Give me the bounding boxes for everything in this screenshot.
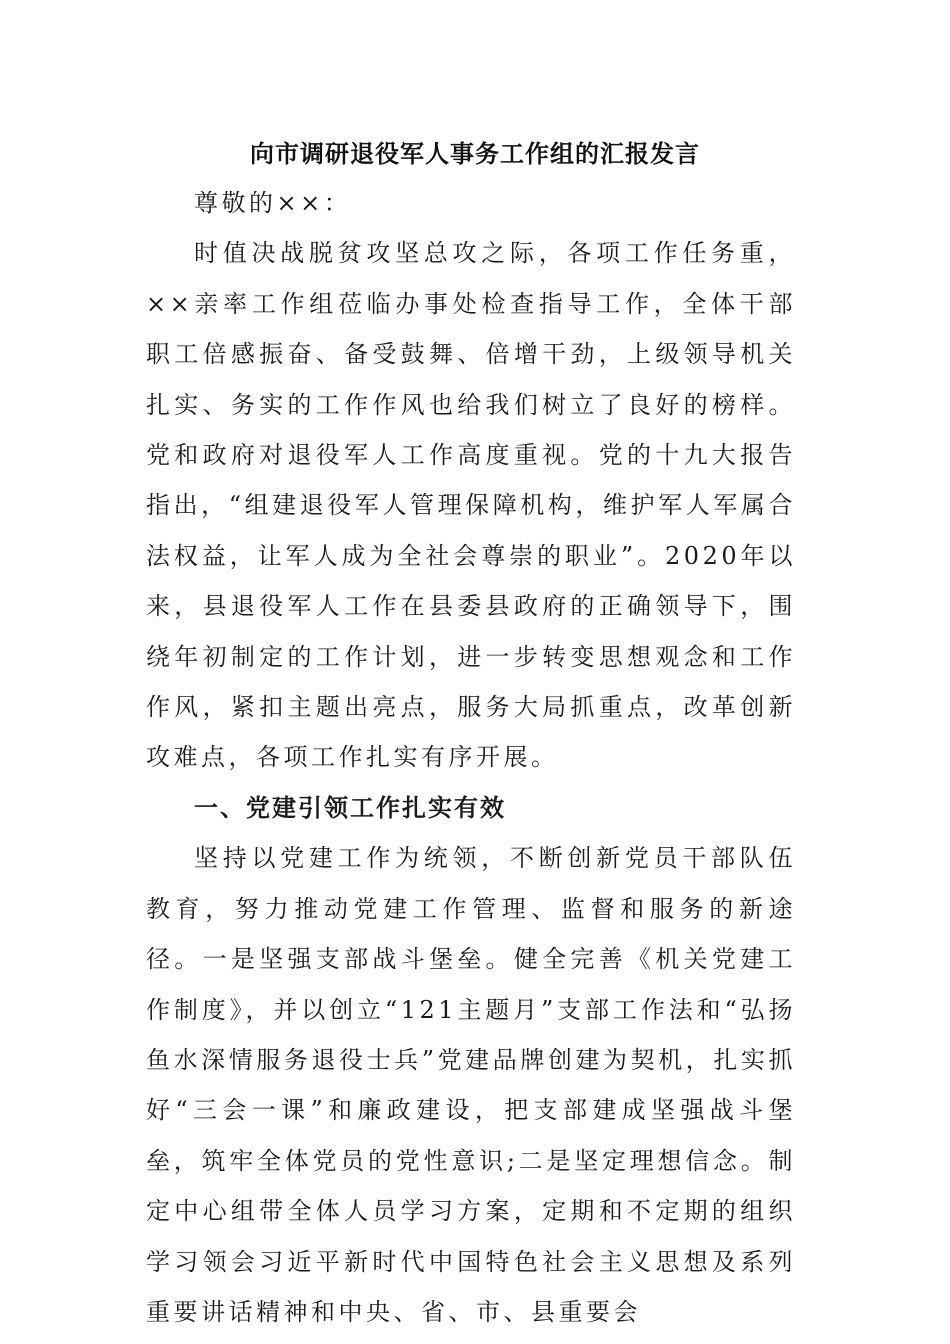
document-title: 向市调研退役军人事务工作组的汇报发言 — [250, 140, 700, 168]
paragraph-party-building: 坚持以党建工作为统领，不断创新党员干部队伍教育，努力推动党建工作管理、监督和服务的新途径。一是坚强支部战斗堡垒。健全完善《机关党建工作制度》，并以创立“121主题月”支部工作法和“弘扬鱼水深情服务退役士兵”党建品牌创建为契机，扎实抓好“三会一课”和廉政建设，把支部建成坚强战斗堡垒，筑牢全体党员的党性意识;二是坚定理想信念。制定中心组带全体人员学习方案，定期和不定期的组织学习领会习近平新时代中国特色社会主义思想及系列重要讲话精神和中央、省、市、县重要会 — [146, 844, 796, 1326]
salutation: 尊敬的××： — [194, 189, 352, 217]
paragraph-intro: 时值决战脱贫攻坚总攻之际，各项工作任务重，××亲率工作组莅临办事处检查指导工作，全体干部职工倍感振奋、备受鼓舞、倍增干劲，上级领导机关扎实、务实的工作作风也给我们树立了良好的榜样。党和政府对退役军人工作高度重视。党的十九大报告指出，“组建退役军人管理保障机构，维护军人军属合法权益，让军人成为全社会尊崇的职业”。2020年以来，县退役军人工作在县委县政府的正确领导下，围绕年初制定的工作计划，进一步转变思想观念和工作作风，紧扣主题出亮点，服务大局抓重点，改革创新攻难点，各项工作扎实有序开展。 — [146, 239, 796, 772]
section-heading: 一、党建引领工作扎实有效 — [194, 793, 506, 822]
document-body — [146, 178, 796, 1337]
